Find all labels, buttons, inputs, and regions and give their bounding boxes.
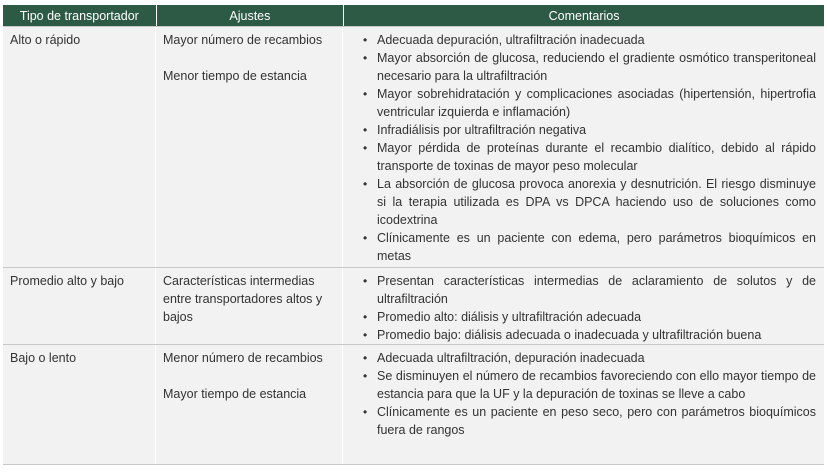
list-item: • Se disminuyen el número de recambios favoreciendo con ello mayor tiempo de estancia para que la UF y la depuración de toxinas se lleve a cabo xyxy=(363,367,816,403)
header-tipo: Tipo de transportador xyxy=(3,5,157,26)
comentarios-cell xyxy=(343,27,824,267)
table-row xyxy=(3,344,824,465)
ajuste-item: Mayor tiempo de estancia xyxy=(163,387,307,401)
table-row xyxy=(3,267,824,344)
comentarios-list xyxy=(363,31,816,265)
list-item: • Clínicamente es un paciente en peso seco, pero con parámetros bioquímicos fuera de rangos xyxy=(363,403,816,439)
list-item: • Infradiálisis por ultrafiltración negativa xyxy=(363,121,816,139)
ajuste-item: Menor número de recambios xyxy=(163,351,323,365)
ajuste-item: Menor tiempo de estancia xyxy=(163,69,307,83)
table-row xyxy=(3,26,824,267)
ajuste-item: Características intermedias entre transportadores altos y bajos xyxy=(163,274,323,324)
table-header xyxy=(3,5,824,26)
comentarios-cell xyxy=(343,268,824,344)
header-ajustes: Ajustes xyxy=(157,5,345,26)
list-item: • Clínicamente es un paciente con edema, pero parámetros bioquímicos en metas xyxy=(363,229,816,265)
list-item: • Adecuada depuración, ultrafiltración inadecuada xyxy=(363,31,816,49)
ajuste-item: Mayor número de recambios xyxy=(163,33,323,47)
list-item: • Presentan características intermedias de aclaramiento de solutos y de ultrafiltración xyxy=(363,272,816,308)
list-item: • Promedio bajo: diálisis adecuada o inadecuada y ultrafiltración buena xyxy=(363,326,816,344)
transporter-table xyxy=(3,5,824,465)
comentarios-list xyxy=(363,272,816,344)
list-item: • La absorción de glucosa provoca anorexia y desnutrición. El riesgo disminuye si la terapia utilizada es DPA vs DPCA haciendo uso de soluciones como icodextrina xyxy=(363,175,816,229)
comentarios-list xyxy=(363,349,816,439)
comentarios-cell xyxy=(343,345,824,464)
list-item: • Mayor sobrehidratación y complicaciones asociadas (hipertensión, hipertrofia ventricular izquierda e inflamación) xyxy=(363,85,816,121)
list-item: • Adecuada ultrafiltración, depuración inadecuada xyxy=(363,349,816,367)
header-comentarios: Comentarios xyxy=(548,8,620,23)
list-item: • Mayor pérdida de proteínas durante el recambio dialítico, debido al rápido transporte de toxinas de mayor peso molecular xyxy=(363,139,816,175)
list-item: • Mayor absorción de glucosa, reduciendo el gradiente osmótico transperitoneal necesario para la ultrafiltración xyxy=(363,49,816,85)
tipo-cell: Promedio alto y bajo xyxy=(3,268,156,344)
ajustes-cell xyxy=(156,268,343,344)
ajustes-cell xyxy=(156,345,343,464)
tipo-cell: Bajo o lento xyxy=(3,345,156,464)
tipo-cell: Alto o rápido xyxy=(3,27,156,267)
list-item: • Promedio alto: diálisis y ultrafiltración adecuada xyxy=(363,308,816,326)
ajustes-cell xyxy=(156,27,343,267)
